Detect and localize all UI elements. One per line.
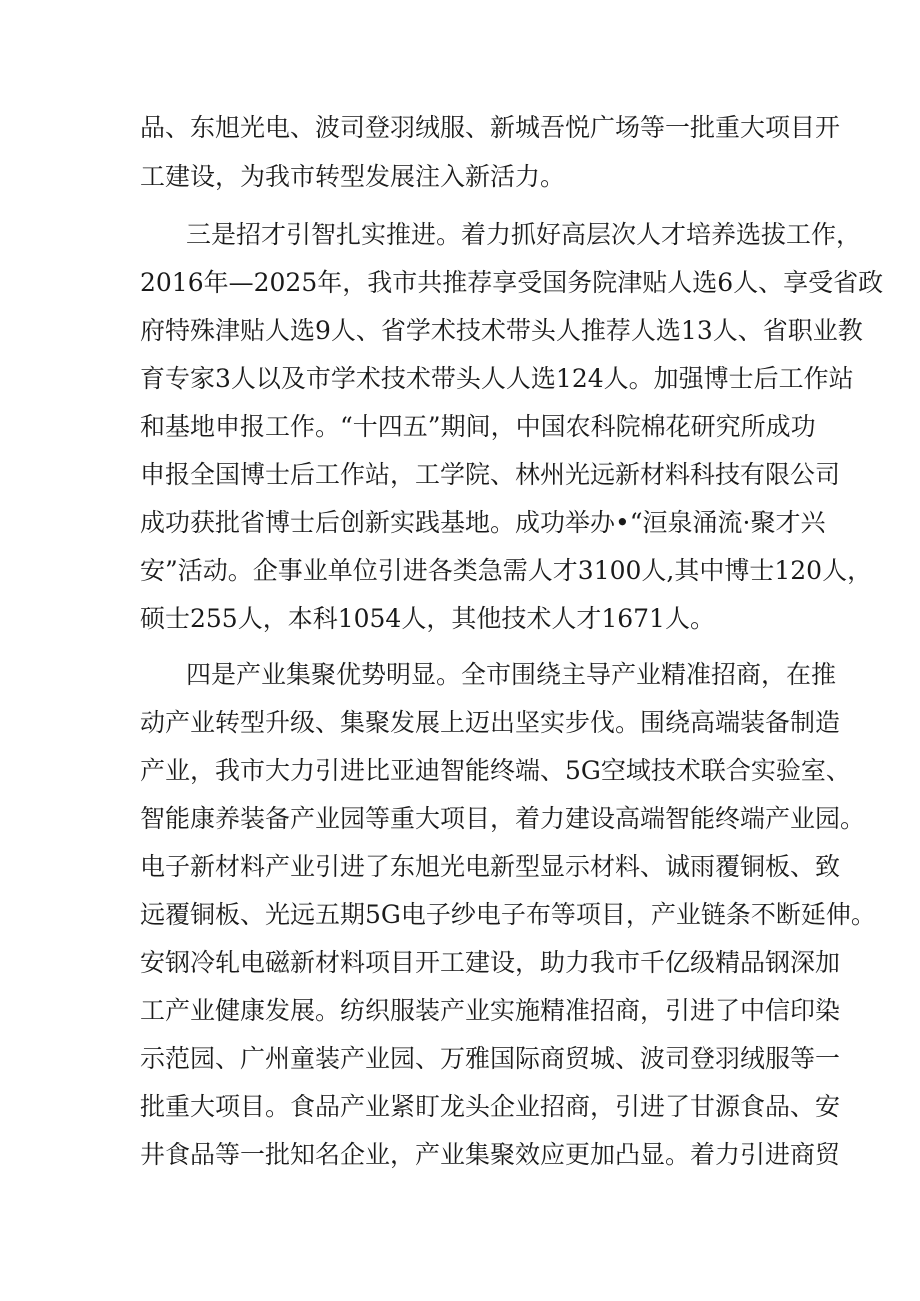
text-line: 示范园、广州童装产业园、万雅国际商贸城、波司登羽绒服等一 [140,1044,841,1073]
text-line: 远覆铜板、光远五期5G电子纱电子布等项目，产业链条不断延伸。 [140,900,876,929]
text-line: 申报全国博士后工作站，工学院、林州光远新材料科技有限公司 [140,460,841,489]
text-line: 电子新材料产业引进了东旭光电新型显示材料、诚雨覆铜板、致 [140,852,841,881]
text-line: 安”活动。企事业单位引进各类急需人才3100人,其中博士120人， [140,556,873,585]
text-line: 工建设，为我市转型发展注入新活力。 [140,162,566,191]
text-line: 成功获批省博士后创新实践基地。成功举办•“洹泉涌流·聚才兴 [140,508,826,537]
paragraph-start-line: 三是招才引智扎实推进。着力抓好高层次人才培养选拔工作， [186,220,862,249]
paragraph-start-line: 四是产业集聚优势明显。全市围绕主导产业精准招商，在推 [186,660,837,689]
text-line: 动产业转型升级、集聚发展上迈出坚实步伐。围绕高端装备制造 [140,708,841,737]
text-line: 府特殊津贴人选9人、省学术技术带头人推荐人选13人、省职业教 [140,316,863,345]
text-line: 工产业健康发展。纺织服装产业实施精准招商，引进了中信印染 [140,996,841,1025]
text-line: 品、东旭光电、波司登羽绒服、新城吾悦广场等一批重大项目开 [140,113,841,142]
text-line: 育专家3人以及市学术技术带头人人选124人。加强博士后工作站 [140,364,854,393]
text-line: 产业，我市大力引进比亚迪智能终端、5G空域技术联合实验室、 [140,756,851,785]
text-line: 2016年—2025年，我市共推荐享受国务院津贴人选6人、享受省政 [140,268,884,297]
text-line: 硕士255人，本科1054人，其他技术人才1671人。 [140,604,715,633]
text-line: 智能康养装备产业园等重大项目，着力建设高端智能终端产业园。 [140,804,866,833]
text-line: 安钢冷轧电磁新材料项目开工建设，助力我市千亿级精品钢深加 [140,948,841,977]
text-line: 批重大项目。食品产业紧盯龙头企业招商，引进了甘源食品、安 [140,1092,841,1121]
text-line: 和基地申报工作。“十四五”期间，中国农科院棉花研究所成功 [140,412,816,441]
text-line: 井食品等一批知名企业，产业集聚效应更加凸显。着力引进商贸 [140,1140,841,1169]
